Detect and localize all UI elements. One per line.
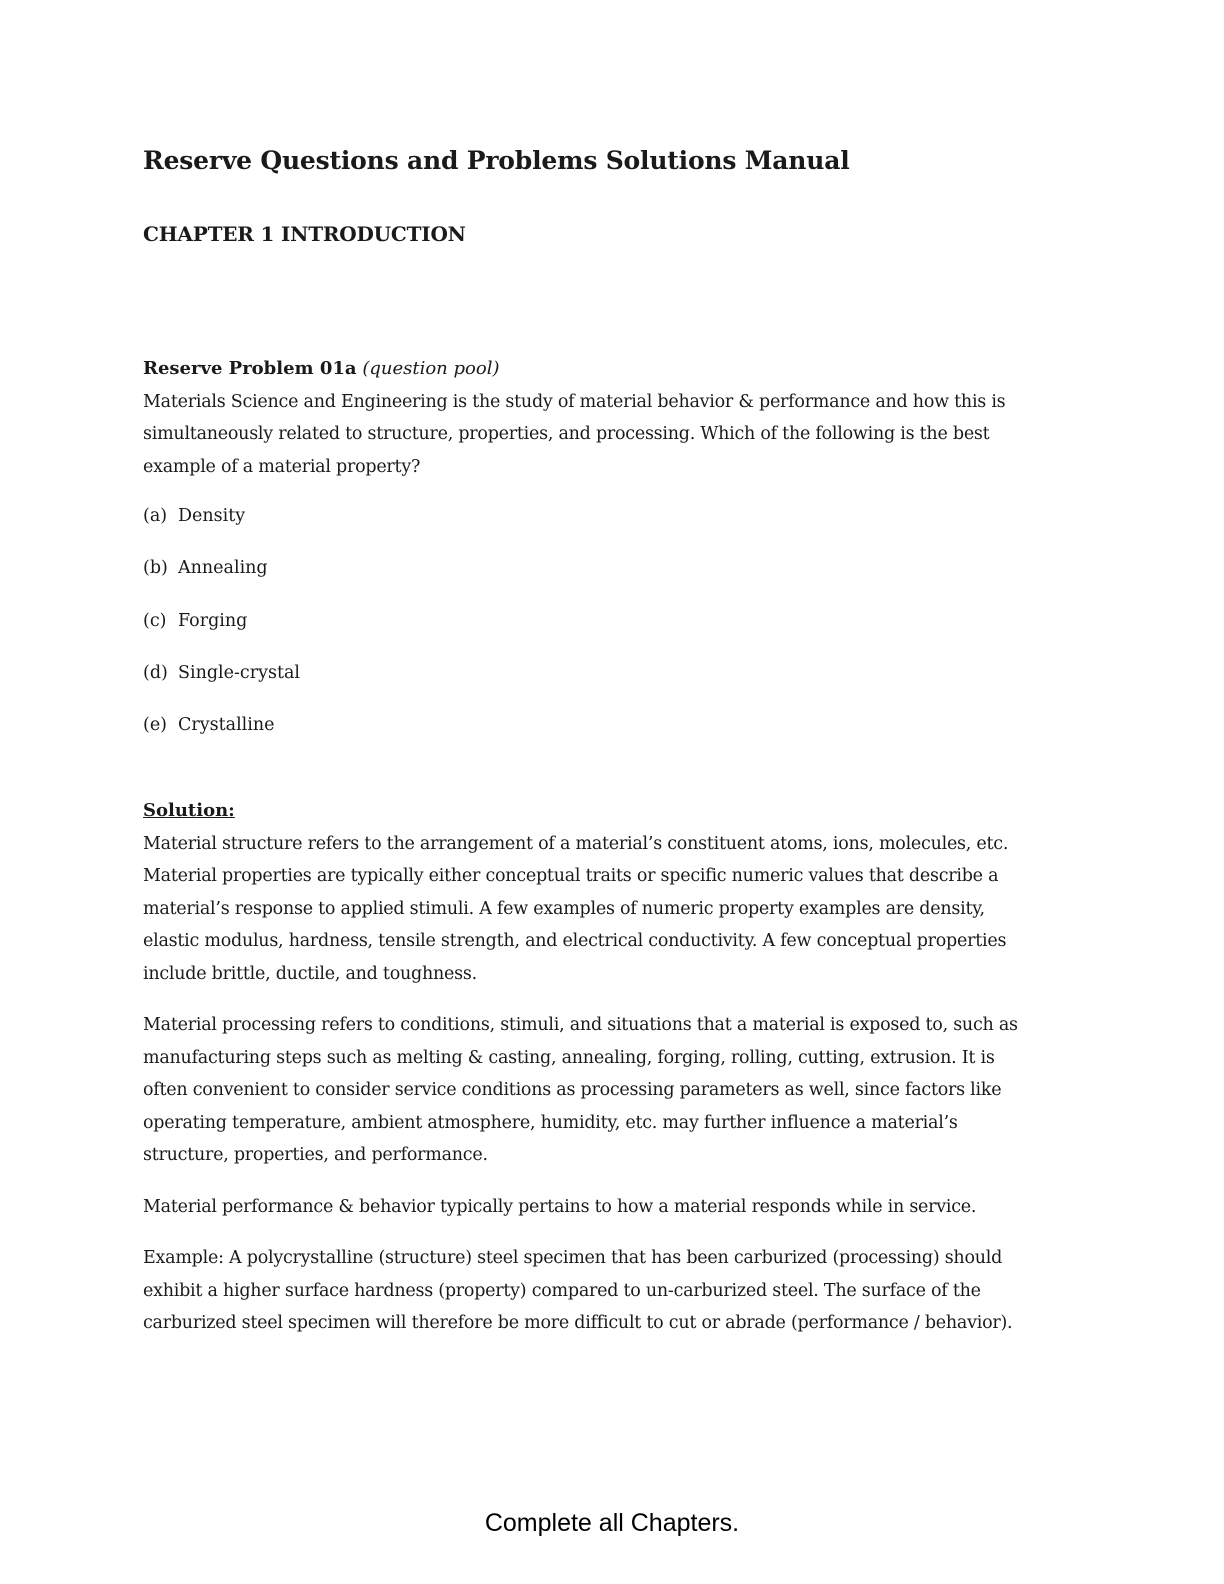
text-line: include brittle, ductile, and toughness.: [143, 963, 477, 984]
footer-note: Complete all Chapters.: [484, 1509, 740, 1537]
chapter-title: CHAPTER 1 INTRODUCTION: [143, 222, 466, 246]
problem-heading: [143, 353, 1073, 386]
question-line: Materials Science and Engineering is the study of material behavior & performance and how this is: [143, 391, 1006, 412]
text-line: manufacturing steps such as melting & casting, annealing, forging, rolling, cutting, extrusion. It is: [143, 1047, 995, 1068]
question-line: simultaneously related to structure, properties, and processing. Which of the following is the best: [143, 424, 990, 444]
option-text: Annealing: [178, 558, 268, 579]
solution-paragraph-structure: [143, 828, 1073, 991]
solution-paragraph-performance: [143, 1191, 1073, 1224]
answer-option-c: [143, 605, 300, 657]
solution-block: [143, 795, 1073, 1359]
problem-block: [143, 353, 1073, 483]
option-letter: (c): [143, 610, 167, 631]
solution-heading: Solution:: [143, 800, 235, 821]
text-line: material’s response to applied stimuli. A few examples of numeric property examples are density,: [143, 898, 985, 919]
text-line: Material processing refers to conditions, stimuli, and situations that a material is exposed to, such as: [143, 1015, 1018, 1035]
option-letter: (e): [143, 715, 168, 736]
text-line: operating temperature, ambient atmosphere, humidity, etc. may further influence a material’s: [143, 1112, 958, 1133]
option-letter: (d): [143, 662, 168, 683]
answer-option-b: [143, 552, 300, 604]
option-text: Density: [178, 506, 246, 526]
text-line: Material structure refers to the arrangement of a material’s constituent atoms, ions, molecules, etc.: [143, 833, 1009, 854]
solution-paragraph-processing: [143, 1009, 1073, 1172]
problem-label: Reserve Problem 01a: [143, 358, 357, 379]
answer-option-a: [143, 500, 300, 552]
option-text: Crystalline: [178, 715, 275, 736]
answer-option-e: [143, 709, 300, 761]
text-line: structure, properties, and performance.: [143, 1145, 488, 1165]
text-line: exhibit a higher surface hardness (property) compared to un-carburized steel. The surface of the: [143, 1280, 981, 1301]
solution-paragraph-example: [143, 1242, 1073, 1340]
option-text: Single-crystal: [178, 662, 301, 683]
answer-option-d: [143, 657, 300, 709]
option-letter: (b): [143, 558, 168, 579]
option-letter: (a): [143, 506, 168, 526]
text-line: Example: A polycrystalline (structure) steel specimen that has been carburized (processing) should: [143, 1248, 1003, 1268]
answer-options: [143, 500, 300, 761]
question-line: example of a material property?: [143, 456, 421, 477]
text-line: Material properties are typically either conceptual traits or specific numeric values that describe a: [143, 866, 999, 886]
text-line: Material performance & behavior typically pertains to how a material responds while in service.: [143, 1196, 977, 1217]
text-line: carburized steel specimen will therefore be more difficult to cut or abrade (performance / behavior).: [143, 1313, 1013, 1333]
text-line: elastic modulus, hardness, tensile strength, and electrical conductivity. A few conceptual properties: [143, 931, 1007, 951]
option-text: Forging: [178, 610, 248, 631]
document-title: Reserve Questions and Problems Solutions Manual: [143, 146, 850, 175]
text-line: often convenient to consider service conditions as processing parameters as well, since factors like: [143, 1080, 1002, 1100]
problem-tag: (question pool): [362, 358, 500, 379]
